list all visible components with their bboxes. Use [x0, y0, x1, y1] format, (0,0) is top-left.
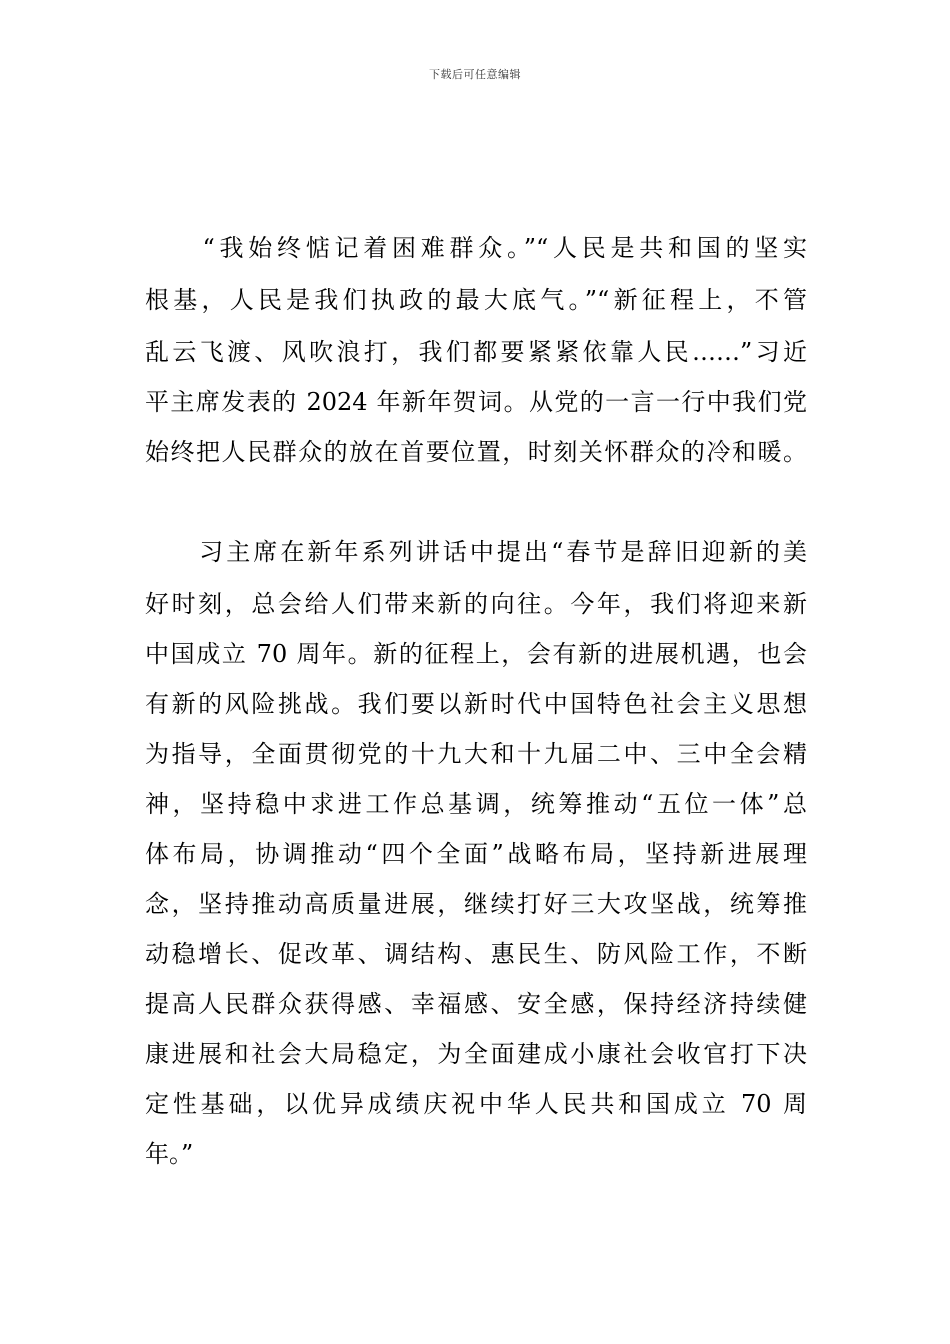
paragraph-line: 定性基础，以优异成绩庆祝中华人民共和国成立 70 周: [145, 1090, 807, 1118]
paragraph-line: “我始终惦记着困难群众。”“人民是共和国的坚实: [145, 234, 807, 262]
paragraph-line: 平主席发表的 2024 年新年贺词。从党的一言一行中我们党: [145, 388, 807, 416]
paragraph-line: 提高人民群众获得感、幸福感、安全感，保持经济持续健: [145, 990, 807, 1018]
paragraph-line: 有新的风险挑战。我们要以新时代中国特色社会主义思想: [145, 690, 807, 718]
paragraph-line: 始终把人民群众的放在首要位置，时刻关怀群众的冷和暖。: [145, 438, 807, 466]
paragraph-line: 体布局，协调推动“四个全面”战略布局，坚持新进展理: [145, 840, 807, 868]
paragraph-line: 好时刻，总会给人们带来新的向往。今年，我们将迎来新: [145, 590, 807, 618]
paragraph-line: 神，坚持稳中求进工作总基调，统筹推动“五位一体”总: [145, 790, 807, 818]
paragraph-line: 年。”: [145, 1140, 194, 1168]
paragraph-line: 念，坚持推动高质量进展，继续打好三大攻坚战，统筹推: [145, 890, 807, 918]
page-header: 下载后可任意编辑: [429, 68, 521, 81]
paragraph-line: 为指导，全面贯彻党的十九大和十九届二中、三中全会精: [145, 740, 807, 768]
paragraph-line: 中国成立 70 周年。新的征程上，会有新的进展机遇，也会: [145, 640, 807, 668]
paragraph-line: 动稳增长、促改革、调结构、惠民生、防风险工作，不断: [145, 940, 807, 968]
paragraph-line: 乱云飞渡、风吹浪打，我们都要紧紧依靠人民……”习近: [145, 338, 807, 366]
paragraph-line: 习主席在新年系列讲话中提出“春节是辞旧迎新的美: [145, 538, 807, 566]
paragraph-line: 根基，人民是我们执政的最大底气。”“新征程上，不管: [145, 286, 807, 314]
paragraph-line: 康进展和社会大局稳定，为全面建成小康社会收官打下决: [145, 1040, 807, 1068]
